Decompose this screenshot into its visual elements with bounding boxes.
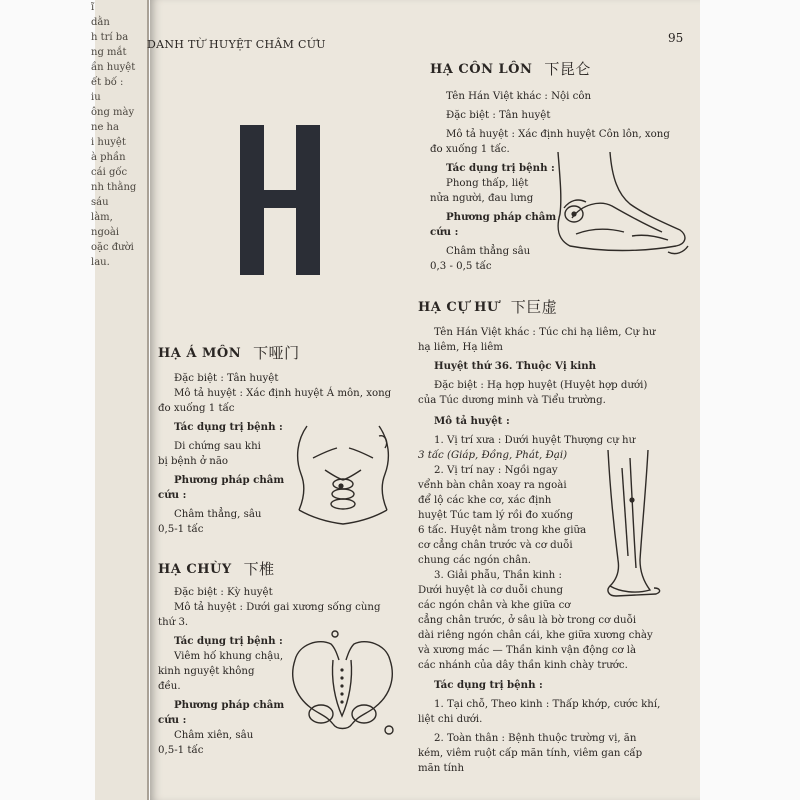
prev-line: ne ha <box>91 122 119 133</box>
entry-line: 1. Vị trí xưa : Dưới huyệt Thượng cự hư <box>434 435 636 446</box>
han-characters: 下哑门 <box>253 344 300 362</box>
entry-line: 3. Giải phẫu, Thần kinh : <box>434 570 562 581</box>
entry-line: 0,5-1 tấc <box>158 524 204 535</box>
entry-line: Mô tả huyệt : <box>434 415 510 427</box>
entry-line: Châm thẳng, sâu <box>174 509 262 520</box>
entry-line: Đặc biệt : Tân huyệt <box>446 110 551 121</box>
entry-line: đo xuống 1 tấc. <box>430 144 510 155</box>
entry-line: Phương pháp châm <box>174 474 285 486</box>
entry-line: các nhánh của dây thần kinh chày trước. <box>418 660 628 671</box>
entry-line: kinh nguyệt không <box>158 666 255 677</box>
entry-line: Tác dụng trị bệnh : <box>446 162 555 174</box>
leg-illustration <box>600 448 666 598</box>
prev-line: ần huyệt <box>91 62 136 73</box>
prev-line: làm, <box>91 212 113 223</box>
han-characters: 下巨虚 <box>510 298 558 316</box>
entry-line: 1. Tại chỗ, Theo kinh : Thấp khớp, cước khí, <box>434 699 661 710</box>
entry-line: kém, viêm ruột cấp mãn tính, viêm gan cấp <box>418 748 643 759</box>
prev-line: lau. <box>91 257 110 268</box>
previous-page-edge <box>91 0 149 800</box>
entry-line: Dưới huyệt là cơ duỗi chung <box>418 585 563 596</box>
entry-line: 2. Toàn thân : Bệnh thuộc trường vị, ăn <box>434 733 637 744</box>
entry-line: Phương pháp châm <box>174 699 285 711</box>
entry-line: bị bệnh ở não <box>158 456 229 467</box>
prev-line: ông mày <box>91 107 135 118</box>
prev-line: dằn <box>91 17 110 28</box>
entry-line: Phong thấp, liệt <box>446 178 529 189</box>
prev-line: ngoài <box>91 227 120 238</box>
entry-line: nửa người, đau lưng <box>430 193 534 204</box>
han-characters: 下昆仑 <box>544 60 591 78</box>
entry-line: để lộ các khe cơ, xác định <box>418 495 552 506</box>
entry-line: cẳng chân trước, ở sâu là bờ trong cơ duỗi <box>418 615 637 626</box>
entry-line: đều. <box>158 681 181 692</box>
entry-line: Viêm hố khung chậu, <box>174 651 284 662</box>
entry-title: HẠ CỰ HƯ <box>418 300 499 315</box>
entry-line: liệt chi dưới. <box>418 714 483 725</box>
han-characters: 下椎 <box>243 560 275 578</box>
foot-illustration <box>552 148 692 258</box>
prev-line: sáu <box>91 197 109 208</box>
entry-line: Đặc biệt : Kỳ huyệt <box>174 587 273 598</box>
entry-line: cứu : <box>158 489 187 501</box>
entry-line: của Túc dương minh và Tiểu trường. <box>418 395 606 406</box>
entry-line: hạ liêm, Hạ liêm <box>418 342 503 353</box>
entry-line: Tên Hán Việt khác : Túc chi hạ liêm, Cự hư <box>434 327 656 338</box>
prev-line: iu <box>91 92 101 103</box>
entry-line: Đặc biệt : Hạ hợp huyệt (Huyệt hợp dưới) <box>434 380 648 391</box>
prev-line: cái gốc <box>91 167 128 178</box>
entry-line: Tác dụng trị bệnh : <box>174 421 283 433</box>
entry-line: Châm thẳng sâu <box>446 246 531 257</box>
entry-line: 0,3 - 0,5 tấc <box>430 261 492 272</box>
entry-line: Di chứng sau khi <box>174 441 261 452</box>
entry-line: mãn tính <box>418 763 465 774</box>
prev-line: oặc đười <box>91 242 134 253</box>
entry-line: thứ 3. <box>158 617 189 628</box>
page-number: 95 <box>668 31 684 45</box>
entry-line: Tên Hán Việt khác : Nội côn <box>446 91 592 102</box>
entry-line: 0,5-1 tấc <box>158 745 204 756</box>
entry-line: dài riêng ngón chân cái, khe giữa xương chày <box>418 630 653 641</box>
section-letter-h <box>240 125 320 275</box>
entry-line: 3 tấc (Giáp, Đồng, Phát, Đại) <box>418 450 568 461</box>
prev-line: ết bố : <box>91 77 124 88</box>
neck-illustration <box>293 418 393 530</box>
entry-line: cứu : <box>430 226 459 238</box>
entry-line: Mô tả huyệt : Xác định huyệt Á môn, xong <box>174 388 392 399</box>
running-head: DANH TỪ HUYỆT CHÂM CỨU <box>147 38 326 51</box>
prev-line: ĩ <box>91 2 95 13</box>
entry-line: huyệt Túc tam lý rồi đo xuống <box>418 510 573 521</box>
prev-line: à phần <box>91 152 126 163</box>
entry-line: cứu : <box>158 714 187 726</box>
entry-title: HẠ Á MÔN <box>158 346 242 361</box>
entry-line: Mô tả huyệt : Dưới gai xương sống cùng <box>174 602 381 613</box>
entry-title: HẠ CÔN LÔN <box>430 62 533 77</box>
entry-title: HẠ CHÙY <box>158 562 232 577</box>
entry-line: Phương pháp châm <box>446 211 557 223</box>
entry-line: Mô tả huyệt : Xác định huyệt Côn lôn, xong <box>446 129 670 140</box>
entry-line: Tác dụng trị bệnh : <box>174 635 283 647</box>
prev-line: i huyệt <box>91 137 126 148</box>
entry-line: và xương mác — Thần kinh vận động cơ là <box>418 645 637 656</box>
entry-line: Châm xiên, sâu <box>174 730 254 741</box>
entry-line: Tác dụng trị bệnh : <box>434 679 543 691</box>
prev-line: h trí ba <box>91 32 129 43</box>
entry-line: Huyệt thứ 36. Thuộc Vị kinh <box>434 360 597 372</box>
entry-line: 2. Vị trí nay : Ngồi ngay <box>434 465 558 476</box>
pelvis-illustration <box>285 630 400 740</box>
entry-line: Đặc biệt : Tân huyệt <box>174 373 279 384</box>
prev-line: ng mắt <box>91 47 127 58</box>
entry-line: 6 tấc. Huyệt nằm trong khe giữa <box>418 525 587 536</box>
prev-line: nh thằng <box>91 182 137 193</box>
entry-line: đo xuống 1 tấc <box>158 403 235 414</box>
entry-line: chung các ngón chân. <box>418 555 532 566</box>
entry-line: cơ cẳng chân trước và cơ duỗi <box>418 540 573 551</box>
entry-line: vểnh bàn chân xoay ra ngoài <box>418 480 567 491</box>
entry-line: các ngón chân và khe giữa cơ <box>418 600 571 611</box>
